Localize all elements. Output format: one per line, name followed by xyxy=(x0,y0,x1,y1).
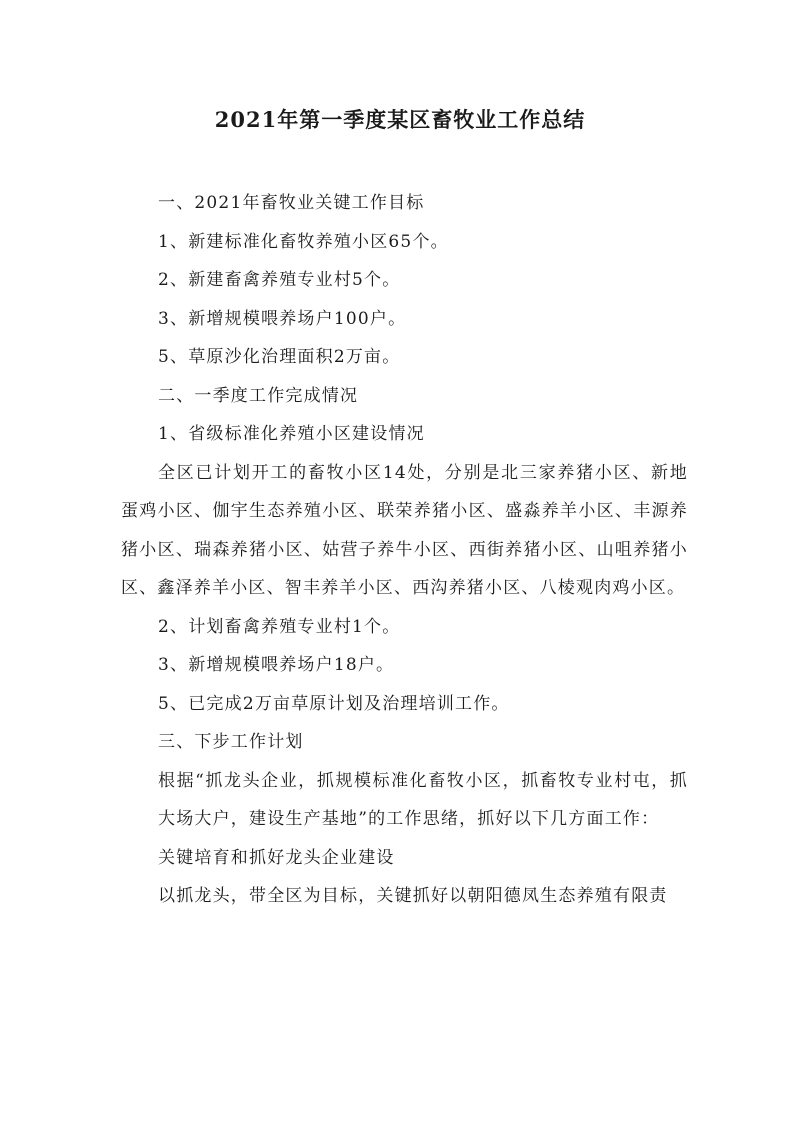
section-heading-next-steps: 三、下步工作计划 xyxy=(158,732,304,752)
document-body xyxy=(121,184,688,916)
paragraph-livestock-zones: 全区已计划开工的畜牧小区14处，分别是北三家养猪小区、新地蛋鸡小区、伽宇生态养殖小区、联荣养猪小区、盛淼养羊小区、丰源养猪小区、瑞森养猪小区、姑营子养牛小区、西街养猪小区、山咀养猪小区、鑫泽养羊小区、智丰养羊小区、西沟养猪小区、八棱观肉鸡小区。 xyxy=(121,462,688,598)
progress-item: 3、新增规模喂养场户18户。 xyxy=(158,655,395,675)
document-title: 2021年第一季度某区畜牧业工作总结 xyxy=(214,107,586,132)
goal-item: 1、新建标准化畜牧养殖小区65个。 xyxy=(158,231,449,252)
subsection-heading: 关键培育和抓好龙头企业建设 xyxy=(158,847,395,868)
paragraph-work-plan: 根据“抓龙头企业，抓规模标准化畜牧小区，抓畜牧专业村屯，抓大场大户，建设生产基地”的工作思绪，抓好以下几方面工作： xyxy=(158,770,688,829)
section-heading-goals: 一、2021年畜牧业关键工作目标 xyxy=(158,193,425,213)
section-heading-progress: 二、一季度工作完成情况 xyxy=(158,385,359,406)
paragraph-leading-enterprise: 以抓龙头，带全区为目标，关键抓好以朝阳德凤生态养殖有限责 xyxy=(158,886,668,906)
goal-item: 5、草原沙化治理面积2万亩。 xyxy=(158,347,401,367)
progress-item: 2、计划畜禽养殖专业村1个。 xyxy=(158,616,401,637)
subsection-heading: 1、省级标准化养殖小区建设情况 xyxy=(158,424,425,444)
progress-item: 5、已完成2万亩草原计划及治理培训工作。 xyxy=(158,693,510,714)
goal-item: 2、新建畜禽养殖专业村5个。 xyxy=(158,270,401,290)
goal-item: 3、新增规模喂养场户100户。 xyxy=(158,308,407,329)
